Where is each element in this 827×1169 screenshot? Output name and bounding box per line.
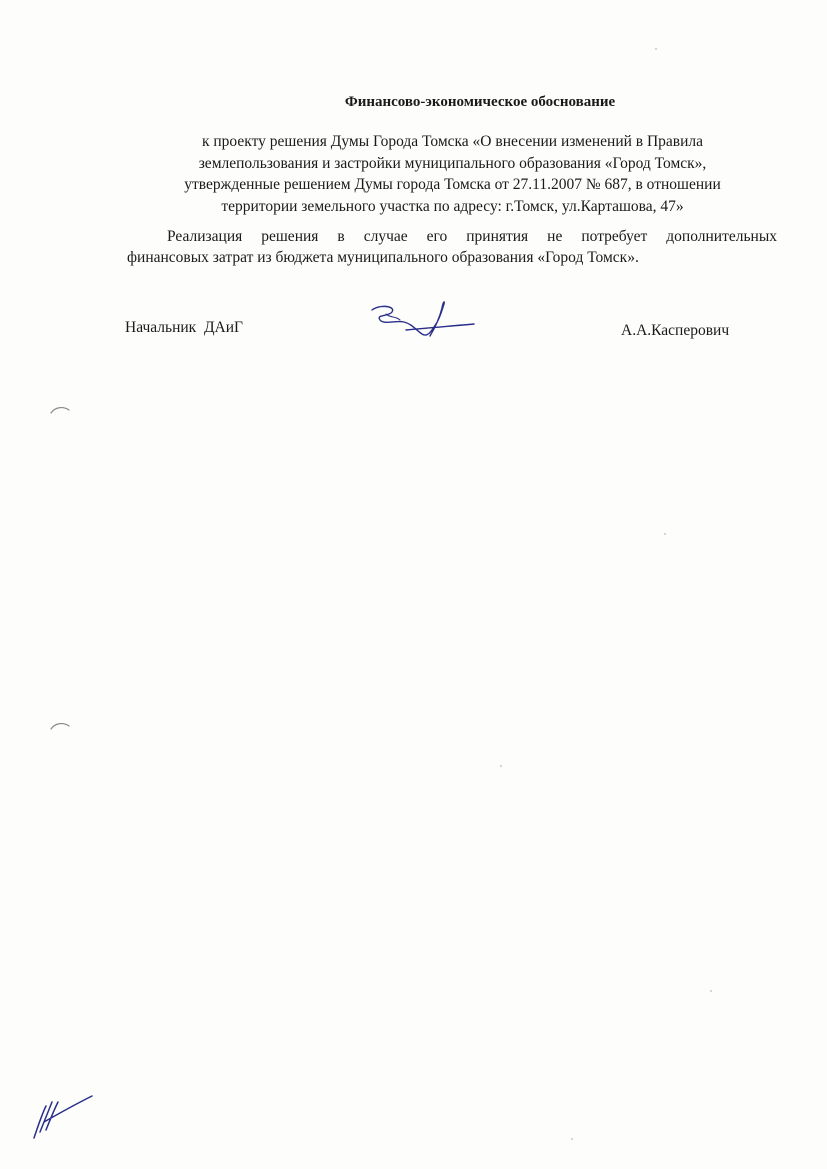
paper-speck [710, 990, 712, 992]
paper-speck [571, 1138, 573, 1140]
initials-icon [28, 1092, 98, 1142]
subtitle-line: утвержденные решением Думы города Томска от 27.11.2007 № 687, в отношении [184, 176, 721, 193]
signer-name: А.А.Касперович [621, 322, 730, 339]
document-title: Финансово-экономическое обоснование [344, 94, 616, 110]
body-line: финансовых затрат из бюджета муниципального образования «Город Томск». [127, 249, 639, 266]
punch-hole-mark [49, 721, 71, 731]
subtitle-line: территории земельного участка по адресу: г.Томск, ул.Карташова, 47» [221, 197, 684, 215]
subtitle-line: землепользования и застройки муниципального образования «Город Томск», [198, 154, 707, 172]
signature-icon [366, 298, 478, 346]
paper-speck [664, 533, 666, 535]
subtitle-line: к проекту решения Думы Города Томска «О внесении изменений в Правила [201, 133, 704, 150]
document-subtitle [140, 131, 765, 217]
body-line: Реализация решения в случае его принятия не потребует дополнительных [167, 228, 777, 245]
paper-speck [500, 765, 502, 767]
body-paragraph [127, 226, 777, 268]
signer-position: Начальник ДАиГ [125, 319, 243, 336]
paper-speck [655, 48, 657, 50]
punch-hole-mark [49, 405, 71, 415]
